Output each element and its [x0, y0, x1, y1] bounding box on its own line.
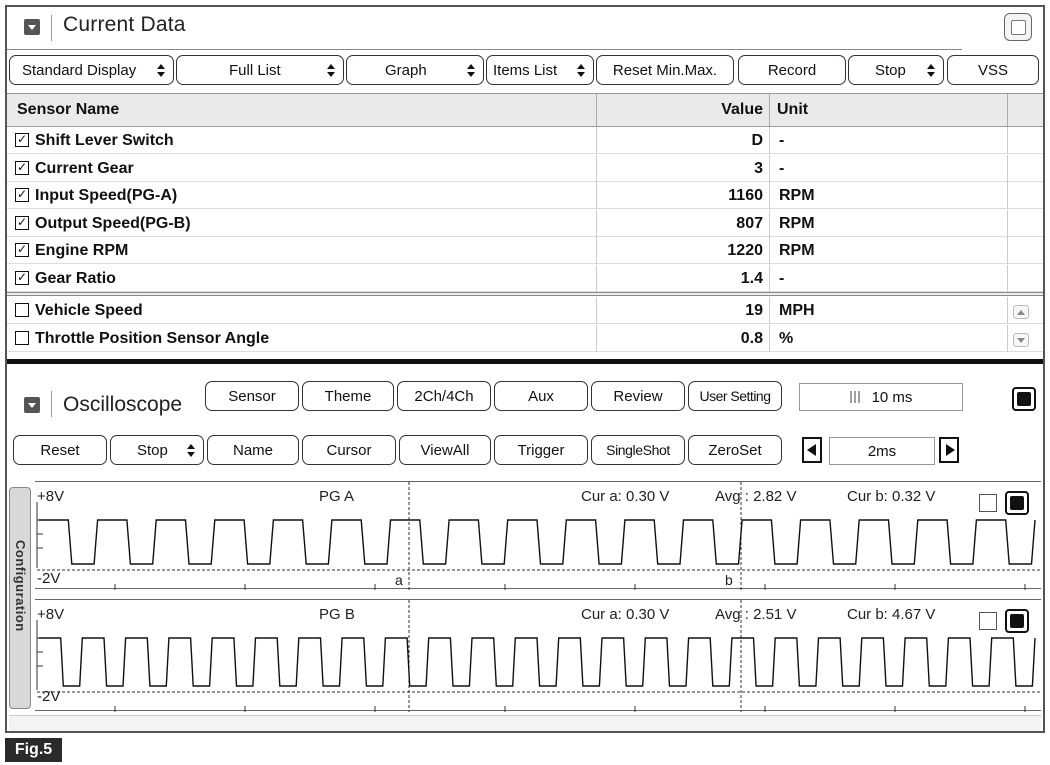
channel-bottom-label: -2V [37, 570, 61, 587]
row-checkbox[interactable] [15, 303, 29, 317]
channel-name: PG B [319, 606, 355, 623]
cursor-a-label: a [395, 572, 403, 588]
name-button[interactable]: Name [207, 435, 299, 465]
col-divider [1007, 210, 1008, 237]
channel-top-label: +8V [37, 606, 65, 623]
arrow-right-icon[interactable] [939, 437, 959, 463]
figure-label: Fig.5 [5, 738, 62, 762]
items-list-dropdown[interactable] [486, 55, 594, 85]
items-list-label: Items List [493, 61, 558, 79]
col-divider [769, 210, 770, 237]
row-checkbox[interactable]: ✓ [16, 159, 28, 174]
selection-divider [7, 292, 1043, 296]
signal-trace [39, 520, 1035, 564]
sensor-name-cell: Current Gear [35, 159, 134, 177]
channel-pg-a[interactable] [35, 481, 1041, 589]
value-cell: 1.4 [740, 269, 763, 287]
unit-cell: RPM [779, 214, 815, 232]
value-cell: 19 [745, 302, 763, 319]
scroll-up-icon[interactable] [1013, 305, 1029, 319]
col-divider [769, 155, 770, 182]
collapse-arrow-icon[interactable] [24, 397, 40, 413]
header-separator [51, 391, 52, 417]
step-value: 2ms [867, 442, 897, 460]
standard-display-label: Standard Display [22, 61, 137, 79]
value-cell: 0.8 [740, 329, 763, 347]
channel-top-label: +8V [37, 488, 65, 505]
stop-square-icon[interactable] [1012, 387, 1036, 411]
header-value: Value [721, 101, 763, 118]
reset-min-max-button[interactable]: Reset Min.Max. [596, 55, 734, 85]
sensor-name-cell: Engine RPM [35, 242, 129, 259]
col-divider [769, 182, 770, 209]
grid-icon [850, 391, 862, 403]
cursor-a-readout: Cur a: 0.30 V [581, 488, 670, 505]
record-button[interactable]: Record [738, 55, 846, 85]
cursor-b-readout: Cur b: 4.67 V [847, 606, 936, 623]
col-divider [596, 265, 597, 292]
col-divider [1007, 237, 1008, 264]
col-divider [1007, 265, 1008, 292]
col-divider [596, 325, 597, 352]
cursor-b-label: b [725, 572, 733, 588]
table-row[interactable] [7, 265, 1043, 292]
arrow-left-icon[interactable] [802, 437, 822, 463]
aux-button[interactable]: Aux [494, 381, 588, 411]
average-readout: Avg : 2.82 V [715, 488, 797, 505]
view-all-button[interactable]: ViewAll [399, 435, 491, 465]
row-checkbox[interactable]: ✓ [16, 187, 28, 201]
full-list-dropdown[interactable] [176, 55, 344, 85]
row-checkbox[interactable]: ✓ [16, 214, 28, 229]
value-cell: 3 [754, 159, 763, 177]
sensor-table [7, 93, 1043, 351]
channel-bottom-label: -2V [37, 688, 61, 705]
review-button[interactable]: Review [591, 381, 685, 411]
col-divider [1007, 325, 1008, 352]
col-divider [1007, 297, 1008, 324]
theme-button[interactable]: Theme [302, 381, 394, 411]
col-divider [1007, 127, 1008, 154]
signal-trace [39, 638, 1035, 686]
table-row[interactable] [7, 297, 1043, 324]
sensor-name-cell: Input Speed(PG-A) [35, 187, 178, 204]
value-cell: 1160 [728, 187, 763, 204]
header-underline [7, 49, 962, 50]
col-divider [596, 237, 597, 264]
trigger-button[interactable]: Trigger [494, 435, 588, 465]
vss-button[interactable]: VSS [947, 55, 1039, 85]
updown-icon [327, 64, 335, 77]
table-row[interactable] [7, 182, 1043, 209]
channel-toggle-button[interactable]: 2Ch/4Ch [397, 381, 491, 411]
col-divider [1007, 94, 1008, 126]
unit-cell: % [779, 329, 794, 347]
col-divider [769, 265, 770, 292]
standard-display-dropdown[interactable] [9, 55, 174, 85]
col-divider [769, 297, 770, 324]
main-window [5, 5, 1045, 733]
average-readout: Avg : 2.51 V [715, 606, 797, 623]
graph-label: Graph [385, 61, 427, 79]
stop-dropdown[interactable] [848, 55, 944, 85]
full-list-label: Full List [229, 61, 281, 79]
reset-button[interactable]: Reset [13, 435, 107, 465]
col-divider [596, 182, 597, 209]
horizontal-scrollbar[interactable] [9, 715, 1041, 731]
channel-pg-b[interactable] [35, 599, 1041, 711]
unit-cell: - [779, 132, 785, 149]
header-sensor-name: Sensor Name [17, 101, 120, 118]
pg-a-waveform [35, 482, 1041, 590]
current-data-title: Current Data [63, 13, 186, 36]
updown-icon [157, 64, 165, 77]
pg-b-waveform [35, 600, 1041, 712]
table-row[interactable] [7, 155, 1043, 182]
time-division-display[interactable] [799, 383, 963, 411]
osc-stop-label: Stop [137, 441, 168, 459]
configuration-label: Configuration [13, 540, 28, 632]
updown-icon [467, 64, 475, 77]
table-row[interactable] [7, 237, 1043, 264]
configuration-side-tab[interactable] [9, 487, 31, 709]
sensor-button[interactable]: Sensor [205, 381, 299, 411]
panel-separator [7, 359, 1043, 364]
user-setting-button[interactable]: User Setting [688, 381, 782, 411]
unit-cell: - [779, 159, 785, 177]
table-header [7, 93, 1043, 127]
unit-cell: RPM [779, 187, 815, 204]
channel-name: PG A [319, 488, 355, 505]
sensor-name-cell: Vehicle Speed [35, 302, 143, 319]
graph-dropdown[interactable] [346, 55, 484, 85]
col-divider [596, 127, 597, 154]
cursor-button[interactable]: Cursor [302, 435, 396, 465]
updown-icon [577, 64, 585, 77]
col-divider [769, 94, 770, 126]
step-value-display[interactable] [829, 437, 935, 465]
col-divider [1007, 155, 1008, 182]
col-divider [596, 297, 597, 324]
cursor-b-readout: Cur b: 0.32 V [847, 488, 936, 505]
table-row[interactable] [7, 127, 1043, 154]
zero-set-button[interactable]: ZeroSet [688, 435, 782, 465]
value-cell: 807 [736, 214, 763, 232]
sensor-name-cell: Output Speed(PG-B) [35, 214, 191, 232]
updown-icon [927, 64, 935, 77]
table-row[interactable] [7, 325, 1043, 352]
unit-cell: MPH [779, 302, 815, 319]
row-checkbox[interactable]: ✓ [16, 132, 28, 146]
row-checkbox[interactable]: ✓ [16, 269, 28, 284]
row-checkbox[interactable]: ✓ [16, 242, 28, 256]
sensor-name-cell: Throttle Position Sensor Angle [35, 329, 270, 347]
table-row[interactable] [7, 210, 1043, 237]
col-divider [596, 94, 597, 126]
oscilloscope-title: Oscilloscope [63, 393, 183, 416]
value-cell: 1220 [727, 242, 763, 259]
single-shot-button[interactable]: SingleShot [591, 435, 685, 465]
value-cell: D [751, 132, 763, 149]
sensor-name-cell: Shift Lever Switch [35, 132, 174, 149]
cursor-a-readout: Cur a: 0.30 V [581, 606, 670, 623]
col-divider [769, 325, 770, 352]
unit-cell: - [779, 269, 785, 287]
stop-label: Stop [875, 61, 906, 79]
current-data-header [7, 7, 1043, 49]
col-divider [769, 127, 770, 154]
header-unit: Unit [777, 101, 809, 118]
row-checkbox[interactable] [15, 331, 29, 345]
window-restore-icon[interactable] [1004, 13, 1032, 41]
scroll-down-icon[interactable] [1013, 333, 1029, 347]
header-separator [51, 15, 52, 41]
sensor-name-cell: Gear Ratio [35, 269, 116, 287]
col-divider [596, 155, 597, 182]
col-divider [1007, 182, 1008, 209]
time-division-value: 10 ms [871, 388, 913, 406]
unit-cell: RPM [779, 242, 815, 259]
updown-icon [187, 444, 195, 457]
col-divider [769, 237, 770, 264]
col-divider [596, 210, 597, 237]
collapse-arrow-icon[interactable] [24, 19, 40, 35]
osc-stop-dropdown[interactable] [110, 435, 204, 465]
